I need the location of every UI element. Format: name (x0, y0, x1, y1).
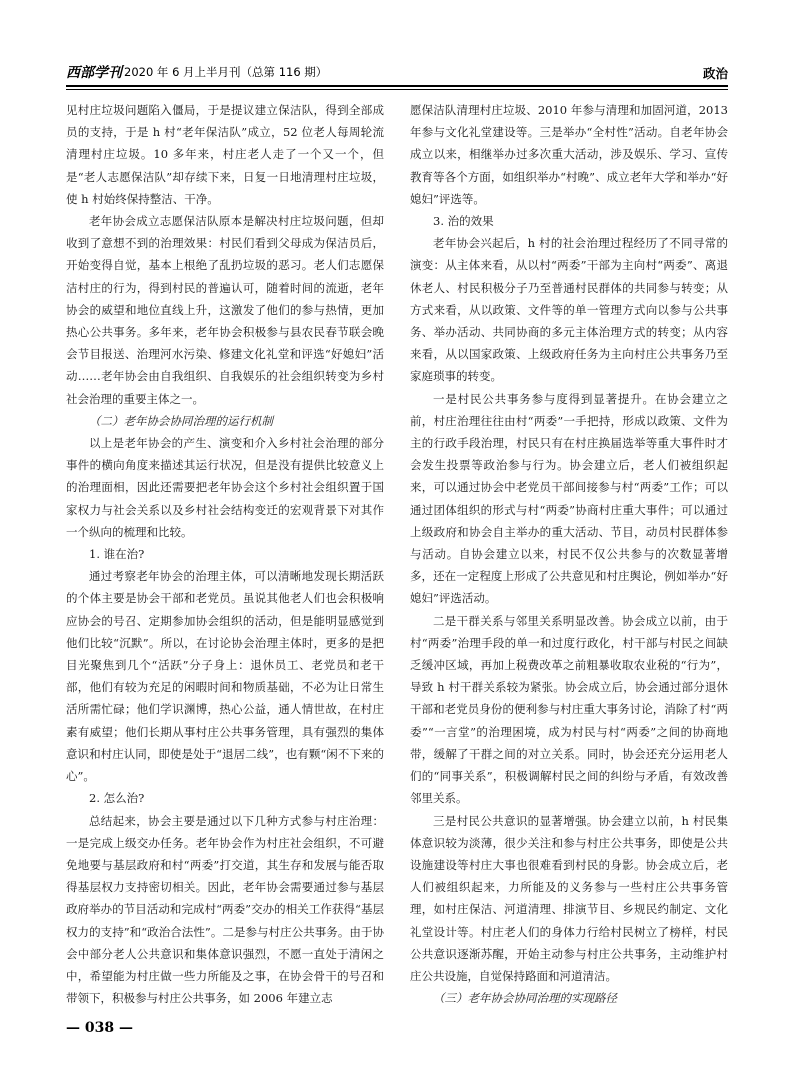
body-paragraph: 总结起来，协会主要是通过以下几种方式参与村庄治理：一是完成上级交办任务。老年协会作为村庄社会组织，不可避免地要与基层政府和村“两委”打交道，其生存和发展与能否取得基层权力支持密切相关。因此，老年协会需要通过参与基层政府举办的节目活动和完成村“两委”交办的相关工作获得“基层权力的支持”和“政治合法性”。二是参与村庄公共事务。由于协会中部分老人公共意识和集体意识强烈，不愿一直处于清闲之中，希望能为村庄做一些力所能及之事，在协会骨干的号召和带领下，积极参与村庄公共事务，如 2006 年建立志 (66, 813, 384, 1006)
header-rule-thin (66, 89, 728, 90)
body-paragraph: 1. 谁在治? (89, 547, 145, 562)
page-number: — 038 — (66, 1020, 133, 1036)
section-label: 政治 (702, 66, 728, 81)
body-paragraph: 老年协会成立志愿保洁队原本是解决村庄垃圾问题，但却收到了意想不到的治理效果：村民们看到父母成为保洁员后，开始变得自觉，基本上根绝了乱扔垃圾的恶习。老人们志愿保洁村庄的行为，得到村民的普遍认可，随着时间的流逝，老年协会的威望和地位直线上升，这激发了他们的参与热情，更加热心公共事务。多年来，老年协会积极参与县农民春节联会晚会节目报送、治理河水污染、修建文化礼堂和评选“好媳妇”活动……老年协会由自我组织、自我娱乐的社会组织转变为乡村社会治理的重要主体之一。 (66, 214, 384, 406)
body-paragraph: 一是村民公共事务参与度得到显著提升。在协会建立之前，村庄治理往往由村“两委”一手把持，形成以政策、文件为主的行政手段治理，村民只有在村庄换届选举等重大事件时才会发生投票等政治参与行为。协会建立后，老人们被组织起来，可以通过协会中老党员干部间接参与村“两委”工作；可以通过团体组织的形式与村“两委”协商村庄重大事件；可以通过上级政府和协会自主举办的重大活动、节目，动员村民群体参与活动。自协会建立以来，村民不仅公共参与的次数显著增多，还在一定程度上形成了公共意见和村庄舆论，例如举办“好媳妇”评选活动。 (410, 391, 728, 606)
left-column (66, 99, 384, 1009)
section-subheading: （三）老年协会协同治理的实现路径 (433, 991, 617, 1006)
journal-masthead: 西部学刊 (66, 65, 122, 81)
header-rule-thick (66, 85, 728, 87)
body-paragraph: 见村庄垃圾问题陷入僵局，于是提议建立保洁队，得到全部成员的支持，于是 h 村“老年保洁队”成立，52 位老人每周轮流清理村庄垃圾。10 多年来，村庄老人走了一个又一个，但是“老人志愿保洁队”却存续下来，日复一日地清理村庄垃圾，使 h 村始终保持整洁、干净。 (66, 103, 384, 206)
section-subheading: （二）老年协会协同治理的运行机制 (89, 413, 273, 428)
body-paragraph: 二是干群关系与邻里关系明显改善。协会成立以前，由于村“两委”治理手段的单一和过度行政化，村干部与村民之间缺乏缓冲区域，再加上税费改革之前粗暴收取农业税的“行为”，导致 h 村干群关系较为紧张。协会成立后，协会通过部分退休干部和老党员身份的便利参与村庄重大事务讨论，消除了村“两委”“一言堂”的治理困境，成为村民与村“两委”之间的协商地带，缓解了干群之间的对立关系。同时，协会还充分运用老人们的“同事关系”，积极调解村民之间的纠纷与矛盾，有效改善邻里关系。 (410, 613, 728, 806)
page-header (66, 60, 728, 82)
body-paragraph: 以上是老年协会的产生、演变和介入乡村社会治理的部分事件的横向角度来描述其运行状况，但是没有提供比较意义上的治理面相，因此还需要把老年协会这个乡村社会组织置于国家权力与社会关系以及乡村社会结构变迁的宏观背景下对其作一个纵向的梳理和比较。 (66, 436, 384, 539)
body-paragraph: 三是村民公共意识的显著增强。协会建立以前，h 村民集体意识较为淡薄，很少关注和参与村庄公共事务，即使是公共设施建设等村庄大事也很难看到村民的身影。协会成立后，老人们被组织起来，力所能及的义务参与一些村庄公共事务管理，如村庄保洁、河道清理、排演节目、乡规民约制定、文化礼堂设计等。村庄老人们的身体力行给村民树立了榜样，村民公共意识逐渐苏醒，开始主动参与村庄公共事务，主动维护村庄公共设施，自觉保持路面和河道清洁。 (410, 813, 728, 983)
body-paragraph: 愿保洁队清理村庄垃圾、2010 年参与清理和加固河道，2013 年参与文化礼堂建设等。三是举办“全村性”活动。自老年协会成立以来，相继举办过多次重大活动，涉及娱乐、学习、宣传教育等各个方面，如组织举办“村晚”、成立老年大学和举办“好媳妇”评选等。 (410, 103, 728, 206)
issue-info: 2020 年 6 月上半月刊（总第 116 期） (124, 65, 328, 79)
body-paragraph: 3. 治的效果 (433, 214, 494, 229)
body-paragraph: 老年协会兴起后，h 村的社会治理过程经历了不同寻常的演变：从主体来看，从以村“两委”干部为主向村“两委”、离退休老人、村民积极分子乃至普通村民群体的共同参与转变；从方式来看，从以政策、文件等的单一管理方式向以参与公共事务、举办活动、共同协商的多元主体治理方式的转变；从内容来看，从以国家政策、上级政府任务为主向村庄公共事务乃至家庭琐事的转变。 (410, 236, 728, 384)
body-paragraph: 通过考察老年协会的治理主体，可以清晰地发现长期活跃的个体主要是协会干部和老党员。虽说其他老人们也会积极响应协会的号召、定期参加协会组织的活动，但是能明显感觉到他们比较“沉默”。所以，在讨论协会治理主体时，更多的是把目光聚焦到几个“活跃”分子身上：退休员工、老党员和老干部，他们有较为充足的闲暇时间和物质基础，不必为让日常生活所需忙碌；他们学识渊博，热心公益，通人情世故，在村庄素有威望；他们长期从事村庄公共事务管理，具有强烈的集体意识和村庄认同，即使是处于“退居二线”，也有颗“闲不下来的心”。 (66, 569, 384, 784)
body-paragraph: 2. 怎么治? (89, 791, 145, 806)
right-column (410, 99, 728, 1009)
